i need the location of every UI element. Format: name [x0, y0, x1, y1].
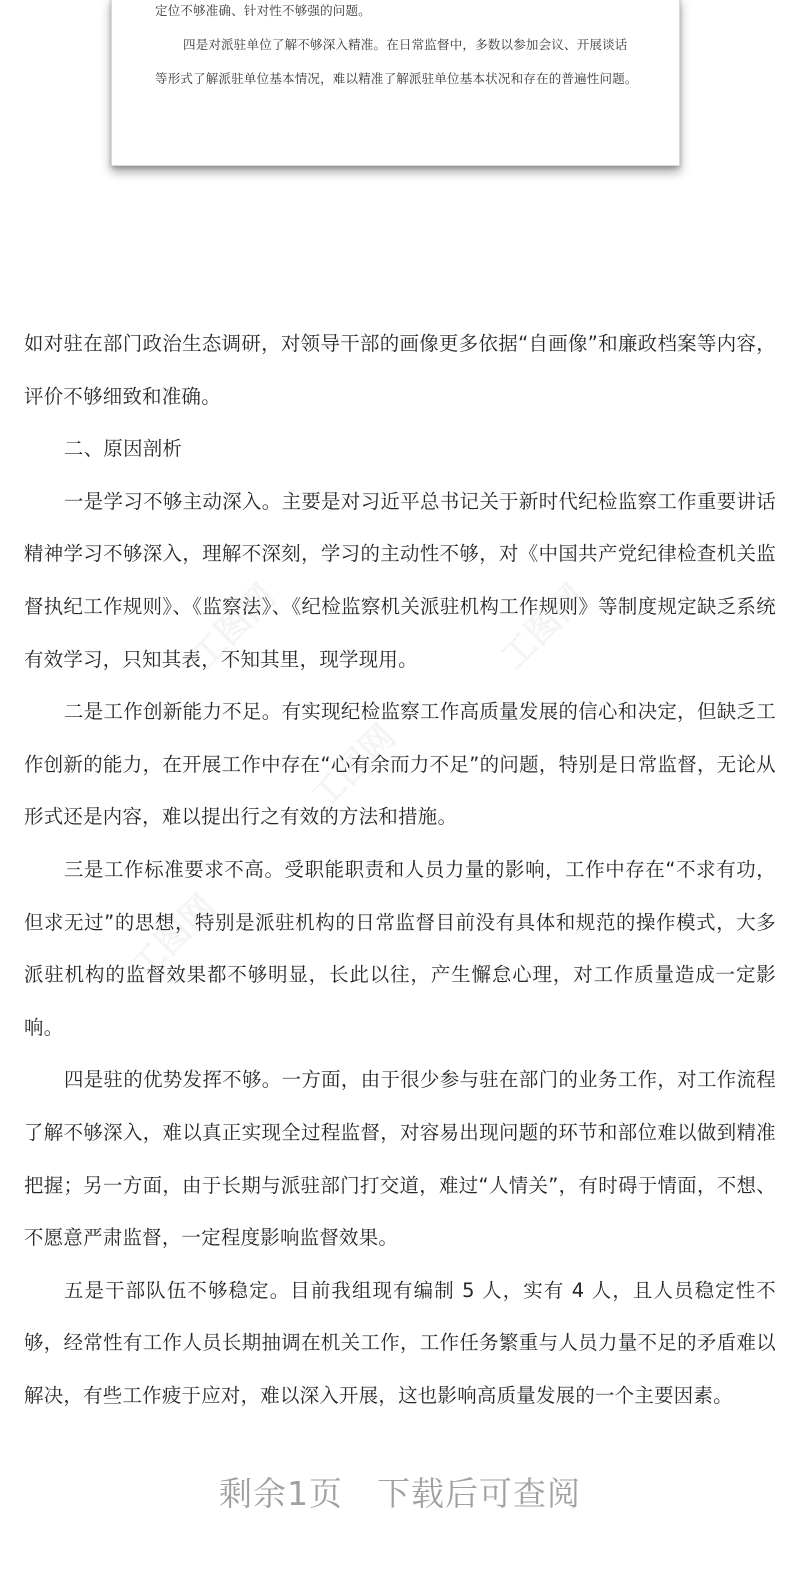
document-body [24, 318, 776, 1422]
preview-page-card [111, 0, 680, 166]
preview-line-2: 四是对派驻单位了解不够深入精准。在日常监督中，多数以参加会议、开展谈话 [183, 37, 628, 52]
preview-line-3: 等形式了解派驻单位基本情况，难以精准了解派驻单位基本状况和存在的普遍性问题。 [155, 71, 638, 86]
paragraph: 一是学习不够主动深入。主要是对习近平总书记关于新时代纪检监察工作重要讲话精神学习不够深入，理解不深刻，学习的主动性不够，对《中国共产党纪律检查机关监督执纪工作规则》、《监察法》、《纪检监察机关派驻机构工作规则》等制度规定缺乏系统有效学习，只知其表，不知其里，现学现用。 [24, 489, 776, 671]
remaining-pages-label: 剩余1页 [219, 1474, 343, 1513]
watermark: 工图网 [303, 716, 404, 818]
paragraph: 四是驻的优势发挥不够。一方面，由于很少参与驻在部门的业务工作，对工作流程了解不够深入，难以真正实现全过程监督，对容易出现问题的环节和部位难以做到精准把握；另一方面，由于长期与派驻部门打交道，难过“人情关”，有时碍于情面，不想、不愿意严肃监督，一定程度影响监督效果。 [24, 1068, 776, 1250]
paragraph: 二是工作创新能力不足。有实现纪检监察工作高质量发展的信心和决定，但缺乏工作创新的能力，在开展工作中存在“心有余而力不足”的问题，特别是日常监督，无论从形式还是内容，难以提出行之有效的方法和措施。 [24, 700, 776, 829]
watermark: 工图网 [183, 576, 284, 678]
remaining-pages-prompt[interactable] [0, 1468, 800, 1515]
watermark: 工图网 [123, 886, 224, 988]
paragraph-continuation: 如对驻在部门政治生态调研，对领导干部的画像更多依据“自画像”和廉政档案等内容，评价不够细致和准确。 [24, 332, 776, 408]
watermark: 工图网 [493, 576, 594, 678]
preview-line-1: 定位不够准确、针对性不够强的问题。 [155, 3, 371, 18]
paragraph: 三是工作标准要求不高。受职能职责和人员力量的影响，工作中存在“不求有功，但求无过”的思想，特别是派驻机构的日常监督目前没有具体和规范的操作模式，大多派驻机构的监督效果都不够明显，长此以往，产生懈怠心理，对工作质量造成一定影响。 [24, 857, 776, 1039]
download-to-view-label: 下载后可查阅 [377, 1474, 581, 1513]
section-heading: 二、原因剖析 [64, 437, 183, 461]
paragraph: 五是干部队伍不够稳定。目前我组现有编制 5 人，实有 4 人，且人员稳定性不够，经常性有工作人员长期抽调在机关工作，工作任务繁重与人员力量不足的矛盾难以解决，有些工作疲于应对，难以深入开展，这也影响高质量发展的一个主要因素。 [24, 1278, 776, 1407]
